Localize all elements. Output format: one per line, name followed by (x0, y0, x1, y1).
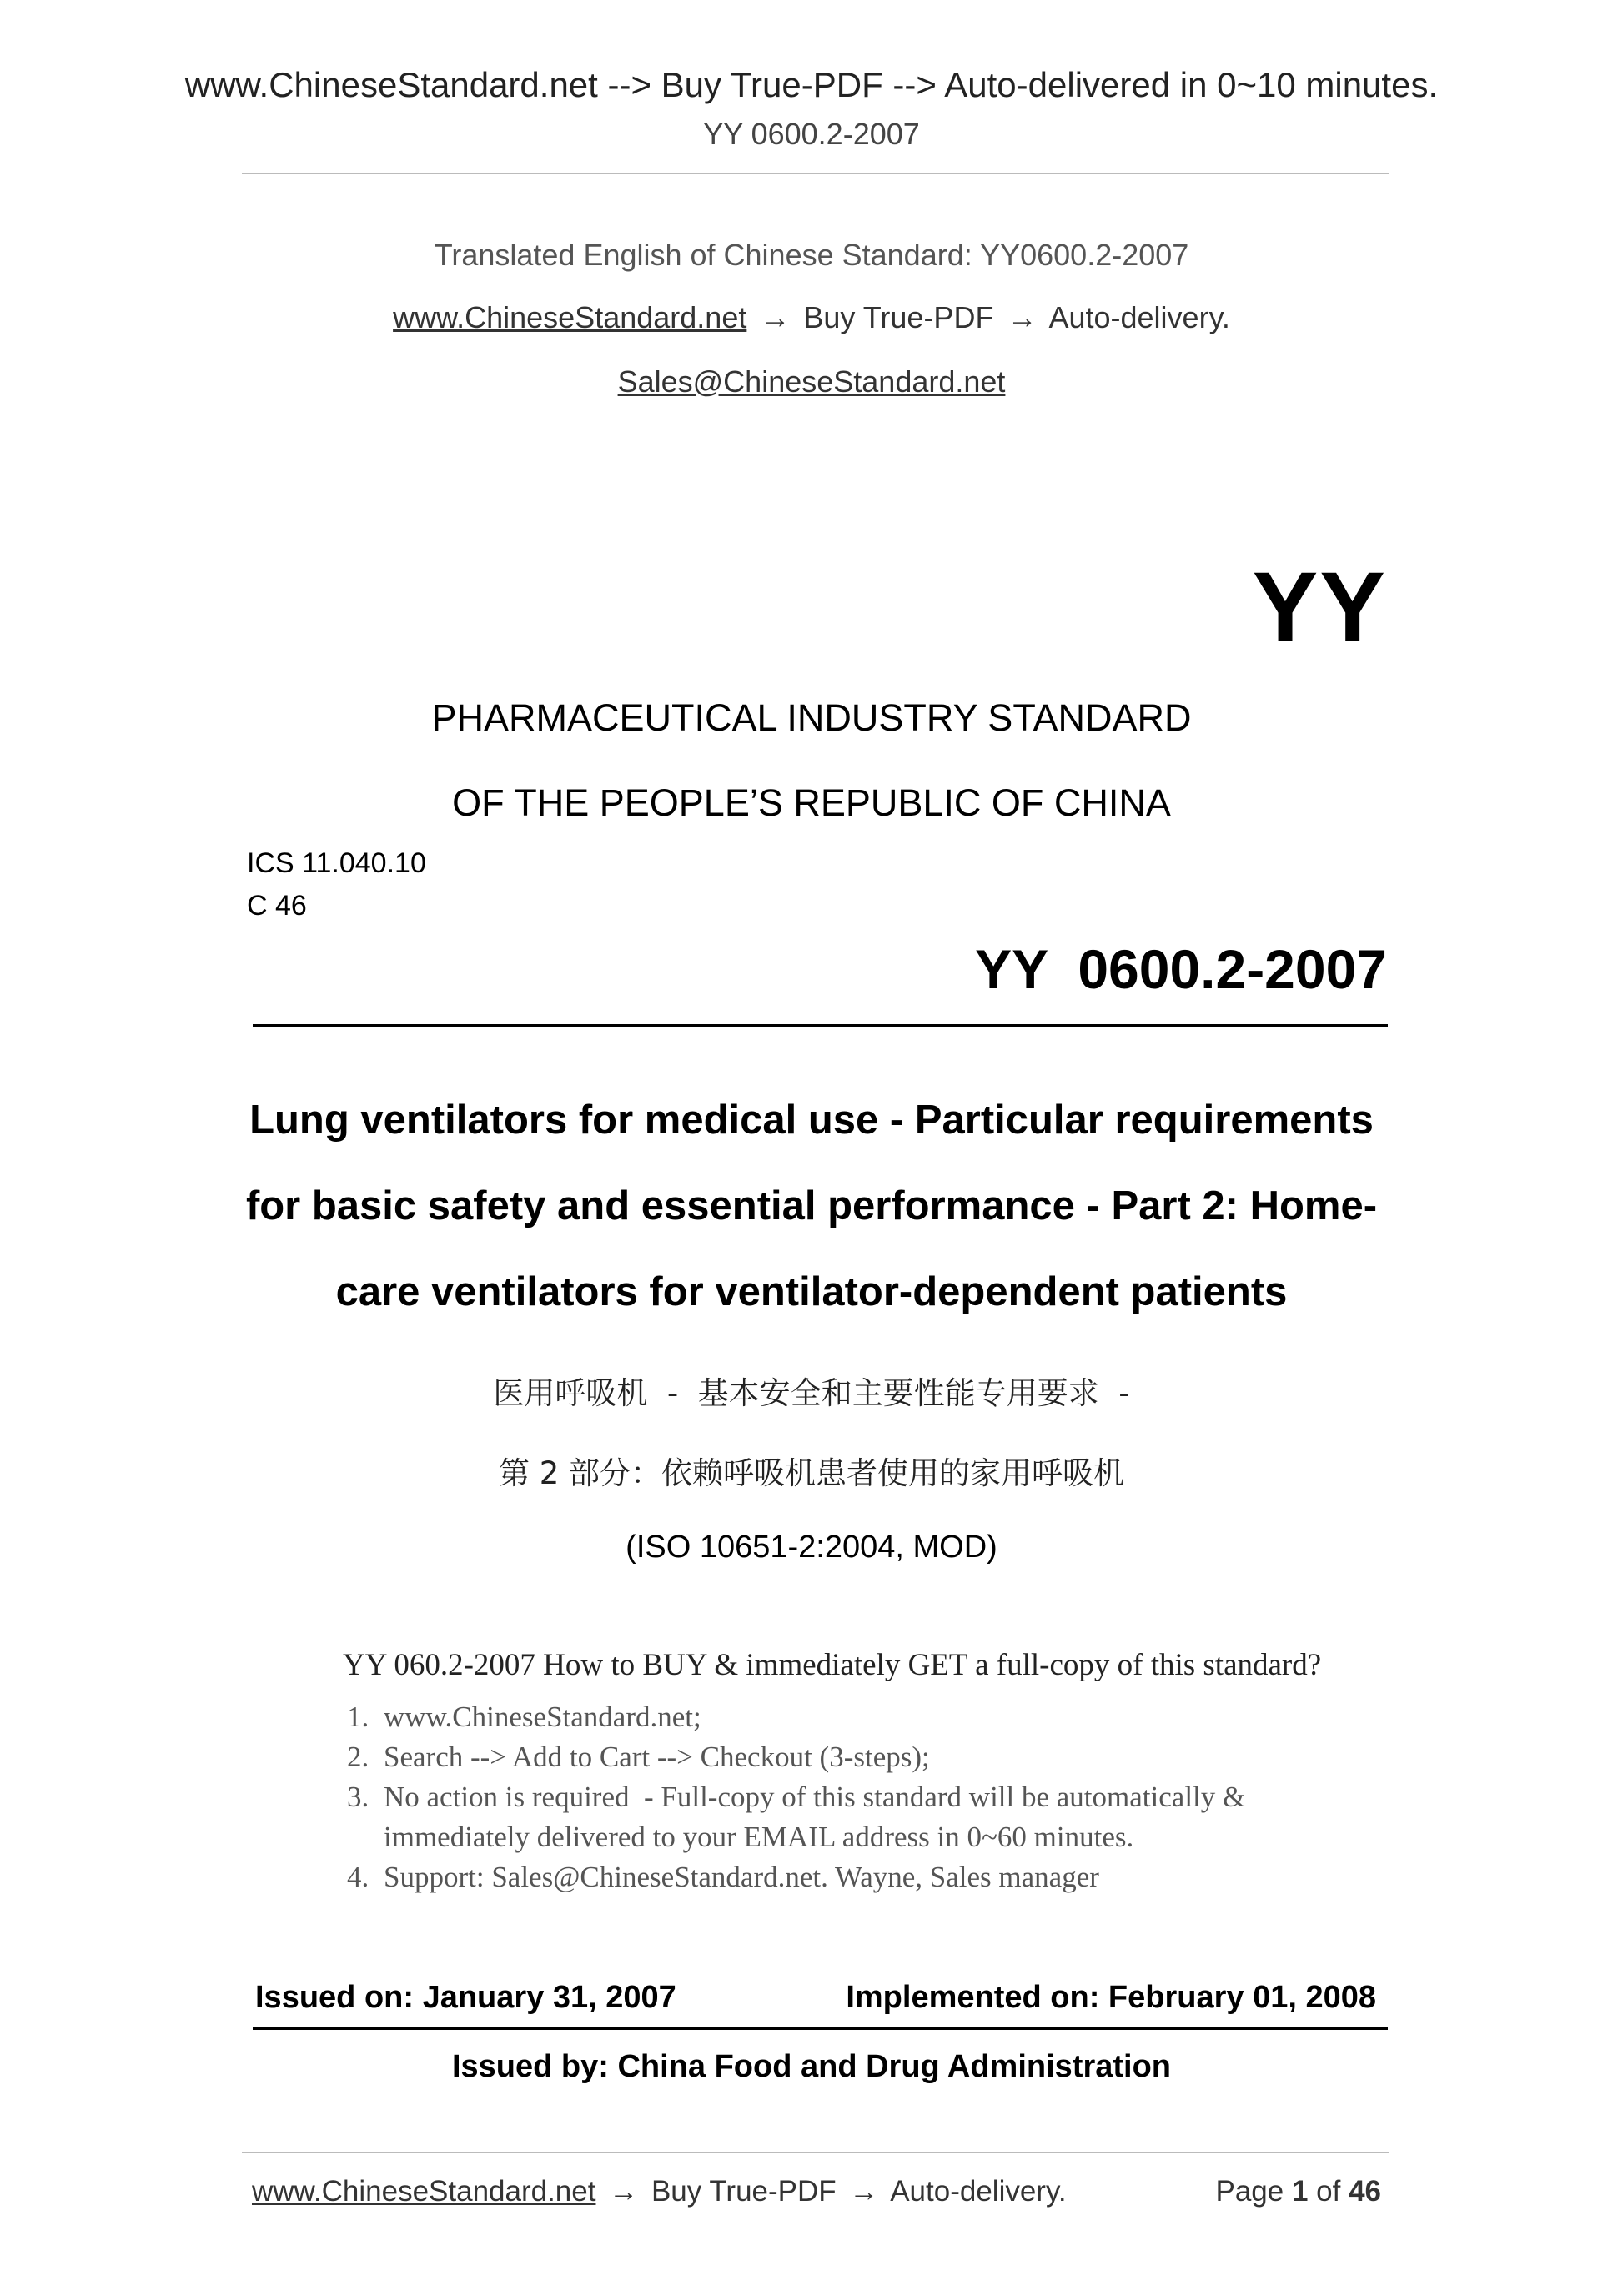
page-number: 1 (1291, 2175, 1309, 2208)
list-item: 3. No action is required - Full-copy of this standard will be automatically & (347, 1781, 1246, 1813)
title-line3: care ventilators for ventilator-dependent patients (335, 1269, 1288, 1314)
standard-type-line2: OF THE PEOPLE’S REPUBLIC OF CHINA (452, 781, 1171, 824)
buy-text: Buy True-PDF (803, 300, 994, 334)
header-standard-code: YY 0600.2-2007 (703, 117, 920, 151)
buy-line (0, 300, 1623, 335)
auto-text: Auto-delivery. (1048, 300, 1230, 334)
title-line2: for basic safety and essential performance - Part 2: Home- (245, 1183, 1378, 1228)
top-banner: www.ChineseStandard.net --> Buy True-PDF --> Auto-delivered in 0~10 minutes. (184, 65, 1439, 104)
list-item: 1. www.ChineseStandard.net; (347, 1701, 701, 1733)
translated-note: Translated English of Chinese Standard: YY0600.2-2007 (434, 238, 1189, 272)
footer-site-link[interactable]: www.ChineseStandard.net (252, 2175, 596, 2208)
ccs-code: C 46 (247, 890, 307, 922)
issued-by: Issued by: China Food and Drug Administration (451, 2049, 1172, 2084)
footer-buy-line (252, 2175, 1067, 2208)
chinese-title-line2: 第 2 部分：依赖呼吸机患者使用的家用呼吸机 (498, 1455, 1125, 1491)
footer-auto-text: Auto-delivery. (890, 2175, 1067, 2208)
site-link[interactable]: www.ChineseStandard.net (393, 300, 747, 334)
title-divider (253, 1024, 1388, 1027)
title-line1: Lung ventilators for medical use - Particular requirements (249, 1098, 1374, 1143)
arrow-right-icon: → (1007, 300, 1038, 334)
arrow-right-icon: → (760, 300, 791, 334)
ics-code: ICS 11.040.10 (247, 847, 426, 879)
howto-heading: YY 060.2-2007 How to BUY & immediately GET a full-copy of this standard? (343, 1648, 1322, 1682)
standard-number: YY 0600.2-2007 (975, 938, 1387, 1000)
list-item-continuation: immediately delivered to your EMAIL address in 0~60 minutes. (384, 1821, 1134, 1853)
page-total: 46 (1349, 2175, 1381, 2208)
arrow-right-icon: → (609, 2175, 639, 2208)
standard-type-line1: PHARMACEUTICAL INDUSTRY STANDARD (431, 696, 1192, 739)
arrow-right-icon: → (849, 2175, 879, 2208)
implemented-date: Implemented on: February 01, 2008 (846, 1980, 1376, 2015)
page-indicator: Page 1 of 46 (1215, 2175, 1381, 2208)
howto-steps (347, 1697, 1245, 1897)
standard-mark: YY (1252, 552, 1387, 662)
chinese-title-line1: 医用呼吸机 - 基本安全和主要性能专用要求 - (493, 1375, 1130, 1411)
email-line (0, 364, 1623, 399)
iso-reference: (ISO 10651-2:2004, MOD) (626, 1530, 997, 1565)
list-item: 2. Search --> Add to Cart --> Checkout (3-steps); (347, 1741, 930, 1773)
header-divider (242, 173, 1389, 174)
footer-divider (242, 2152, 1389, 2153)
issued-date: Issued on: January 31, 2007 (255, 1980, 676, 2015)
email-link[interactable]: Sales@ChineseStandard.net (617, 364, 1006, 399)
list-item: 4. Support: Sales@ChineseStandard.net. Wayne, Sales manager (347, 1861, 1099, 1893)
footer-buy-text: Buy True-PDF (651, 2175, 837, 2208)
dates-divider (253, 2027, 1388, 2030)
